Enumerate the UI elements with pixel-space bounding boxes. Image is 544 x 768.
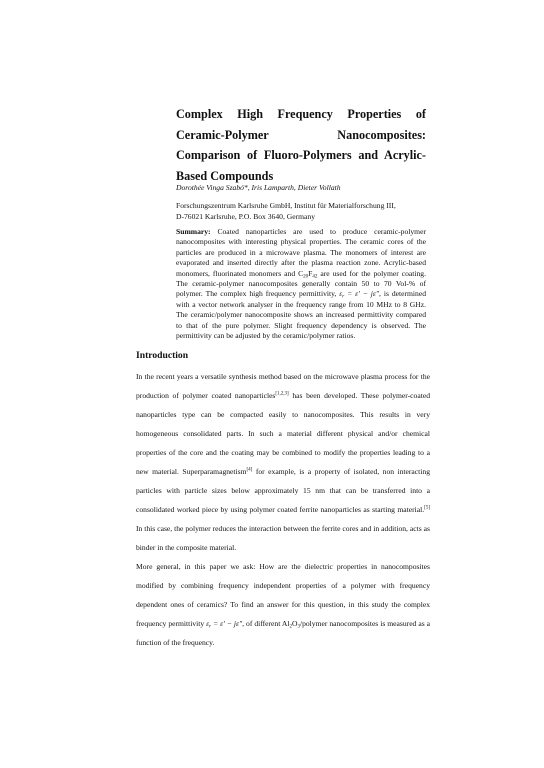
introduction-paragraph-1 xyxy=(136,367,430,557)
intro-p2-text-c: O xyxy=(291,619,298,628)
intro-p1-text-b: has been developed. These polymer-coated nanoparticles type can be compacted easily to nanocomposites. This results in very homogeneous consolidated parts. In such a material different physical and/or chemical properties of the core and the coating may be combined to modify the properties leading to a new material. Superparamagnetism xyxy=(136,391,430,476)
intro-p2-formula-rest: = ε′ − jε″ xyxy=(211,619,243,628)
summary-sub-1: 20 xyxy=(303,274,309,280)
introduction-body xyxy=(136,367,430,652)
intro-p2-formula-sub: r xyxy=(209,624,212,630)
intro-p1-text-a: In the recent years a versatile synthesis method based on the microwave plasma process for the production of polymer coated nanoparticles xyxy=(136,372,430,400)
intro-p2-formula: ε xyxy=(204,619,210,628)
intro-p1-text-c: for example, is a property of isolated, non interacting particles with particle sizes below approximately 15 nm that can be transferred into a consolidated worked piece by using polymer coated ferrite nanoparticles as starting material. xyxy=(136,467,430,514)
intro-p2-sub-2: 3 xyxy=(297,624,300,630)
summary-formula-sub: r xyxy=(342,294,345,300)
summary-formula: ε xyxy=(336,289,343,299)
summary-sub-2: 42 xyxy=(312,274,318,280)
author-list: Dorothée Vinga Szabó*, Iris Lamparth, Dieter Vollath xyxy=(176,183,341,192)
summary-text-3: are used for the polymer coating. The ceramic-polymer nanocomposites generally contain 50 to 70 Vol-% of polymer. The complex high frequency permittivity, xyxy=(176,268,426,299)
intro-p2-text-a: More general, in this paper we ask: How are the dielectric properties in nanocomposites modified by combining frequency independent properties of a polymer with frequency dependent ones of ceramics? To find an answer for this question, in this study the complex frequency permittivity xyxy=(136,562,430,628)
introduction-heading: Introduction xyxy=(136,350,189,361)
paper-title: Complex High Frequency Properties of Ceramic-Polymer Nanocomposites: Comparison of Fluoro-Polymers and Acrylic-Based Compounds xyxy=(176,107,426,183)
summary-abstract xyxy=(176,227,426,341)
intro-p1-ref-1: [1,2,3] xyxy=(275,391,289,397)
affiliation xyxy=(176,201,426,222)
affiliation-line-1: Forschungszentrum Karlsruhe GmbH, Institut für Materialforschung III, xyxy=(176,201,396,210)
summary-text-2: F xyxy=(308,268,313,278)
intro-p2-text-b: , of different Al xyxy=(242,619,290,628)
intro-p1-ref-3: [5] xyxy=(424,505,430,511)
intro-p2-sub-1: 2 xyxy=(289,624,292,630)
intro-p2-text-d: /polymer nanocomposites is measured as a function of the frequency. xyxy=(136,619,430,647)
affiliation-line-2: D-76021 Karlsruhe, P.O. Box 3640, Germany xyxy=(176,211,315,221)
summary-label: Summary: xyxy=(176,227,211,236)
intro-p1-text-d: In this case, the polymer reduces the interaction between the ferrite cores and in addition, acts as binder in the composite material. xyxy=(136,524,430,552)
summary-text-1: Coated nanoparticles are used to produce ceramic-polymer nanocomposites with interesting physical properties. The ceramic cores of the particles are produced in a microwave plasma. The monomers of interest are evaporated and inserted directly after the plasma reaction zone. Acrylic-based monomers, fluorinated monomers and C xyxy=(176,227,426,278)
intro-p1-ref-2: [4] xyxy=(246,467,253,473)
summary-text-4: , is determined with a vector network analyser in the frequency range from 10 MHz to 8 GHz. The ceramic/polymer nanocomposite shows an increased permittivity compared to that of the pure polymer. Slight frequency dependency is observed. The permittivity can be adjusted by the ceramic/polymer ratios. xyxy=(176,289,426,341)
summary-formula-rest: = ε′ − jε″ xyxy=(344,289,380,299)
introduction-paragraph-2 xyxy=(136,557,430,652)
